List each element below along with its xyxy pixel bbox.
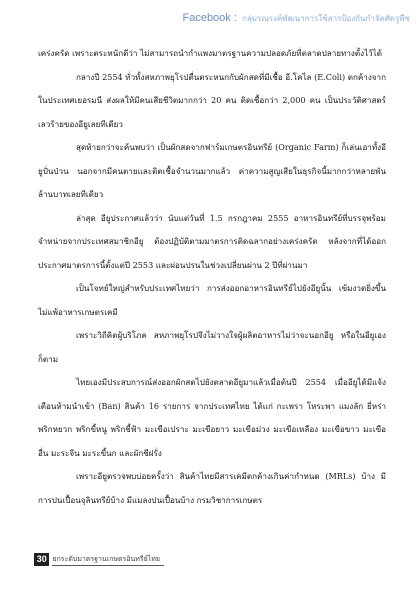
group-name: กลุ่มรณรงค์พัฒนาการใช้สารป้องกันกำจัดศัตรูพืช (242, 14, 410, 23)
paragraph: สุดท้ายกว่าจะค้นพบว่า เป็นผักสดจากฟาร์มเกษตรอินทรีย์ (Organic Farm) ก็เล่นเอาทั้งอียูปั่นป่วน นอกจากมีคนตายและติดเชื้อจำนวนมากแล้ว ค่าความสูญเสียในธุรกิจนี้มากกว่าหลายพันล้านบาทเลยทีเดียว (38, 142, 386, 199)
paragraph: เคร่งครัด เพราะตระหนักดีว่า ไม่สามารถนำกำแพงมาตรฐานความปลอดภัยที่ตลาดปลายทางตั้งไว้ได้ (38, 48, 382, 58)
paragraph: เพราะอียูตรวจพบบ่อยครั้งว่า สินค้าไทยมีสารเคมีตกค้างเกินค่ากำหนด (MRLs) บ้าง มีการปนเปื้อนจุลินทรีย์บ้าง มีแมลงปนเปื้อนบ้าง กรมวิชาการเกษตร (38, 471, 386, 505)
paragraph: กลางปี 2554 ทั่วทั้งสหภาพยุโรปตื่นตระหนกกับผักสดที่มีเชื้อ อี.โคไล (E.Coli) ตกค้างจากในประเทศเยอรมนี ส่งผลให้มีคนเสียชีวิตมากกว่า 20 คน ติดเชื้อกว่า 2,000 คน เป็นประวัติศาสตร์เลวร้ายของอียูเลยทีเดียว (38, 71, 386, 129)
book-title: ยกระดับมาตรฐานเกษตรอินทรีย์ไทย (52, 553, 164, 566)
paragraph: ล่าสุด อียูประกาศแล้วว่า นับแต่วันที่ 1.5 กรกฎาคม 2555 อาหารอินทรีย์ที่บรรจุพร้อมจำหน่ายจากประเทศสมาชิกอียู ต้องปฏิบัติตามมาตรการติดฉลากอย่างเคร่งครัด หลังจากที่ได้ออกประกาศมาตรการนี้ตั้งแต่ปี 2553 และผ่อนปรนในช่วงเปลี่ยนผ่าน 2 ปีที่ผ่านมา (38, 212, 386, 270)
paragraph: เป็นโจทย์ใหญ่สำหรับประเทศไทยว่า การส่งออกอาหารอินทรีย์ไปยังอียูนั้น เข้มงวดยิ่งขึ้น ไม่แพ้อาหารเกษตรเคมี (38, 283, 386, 317)
facebook-label: Facebook : (182, 12, 237, 24)
paragraph: เพราะวิถีคิดผู้บริโภค สหภาพยุโรปจึงไม่วางใจผู้ผลิตอาหารไม่ว่าจะนอกอียู หรือในอียูเองก็ตาม (38, 330, 386, 364)
page-header (120, 6, 410, 25)
paragraph: ไทยเองมีประสบการณ์ส่งออกผักสดไปยังตลาดอียูมาแล้วเมื่อต้นปี 2554 เมื่ออียูได้มีแจ้งเตือนห้ามนำเข้า (Ban) สินค้า 16 รายการ จากประเทศไทย ได้แก่ กะเพรา โหระพา แมงลัก ยี่หร่า พริกหยวก พริกขี้หนู พริกชี้ฟ้า มะเขือเปราะ มะเขือยาว มะเขือม่วง มะเขือเหลือง มะเขือขาว มะเขืออื่น มะระจีน มะระขี้นก และผักชีฝรั่ง (38, 377, 386, 458)
page-footer (34, 552, 164, 566)
body-text (38, 42, 386, 512)
page-number: 30 (34, 553, 49, 566)
